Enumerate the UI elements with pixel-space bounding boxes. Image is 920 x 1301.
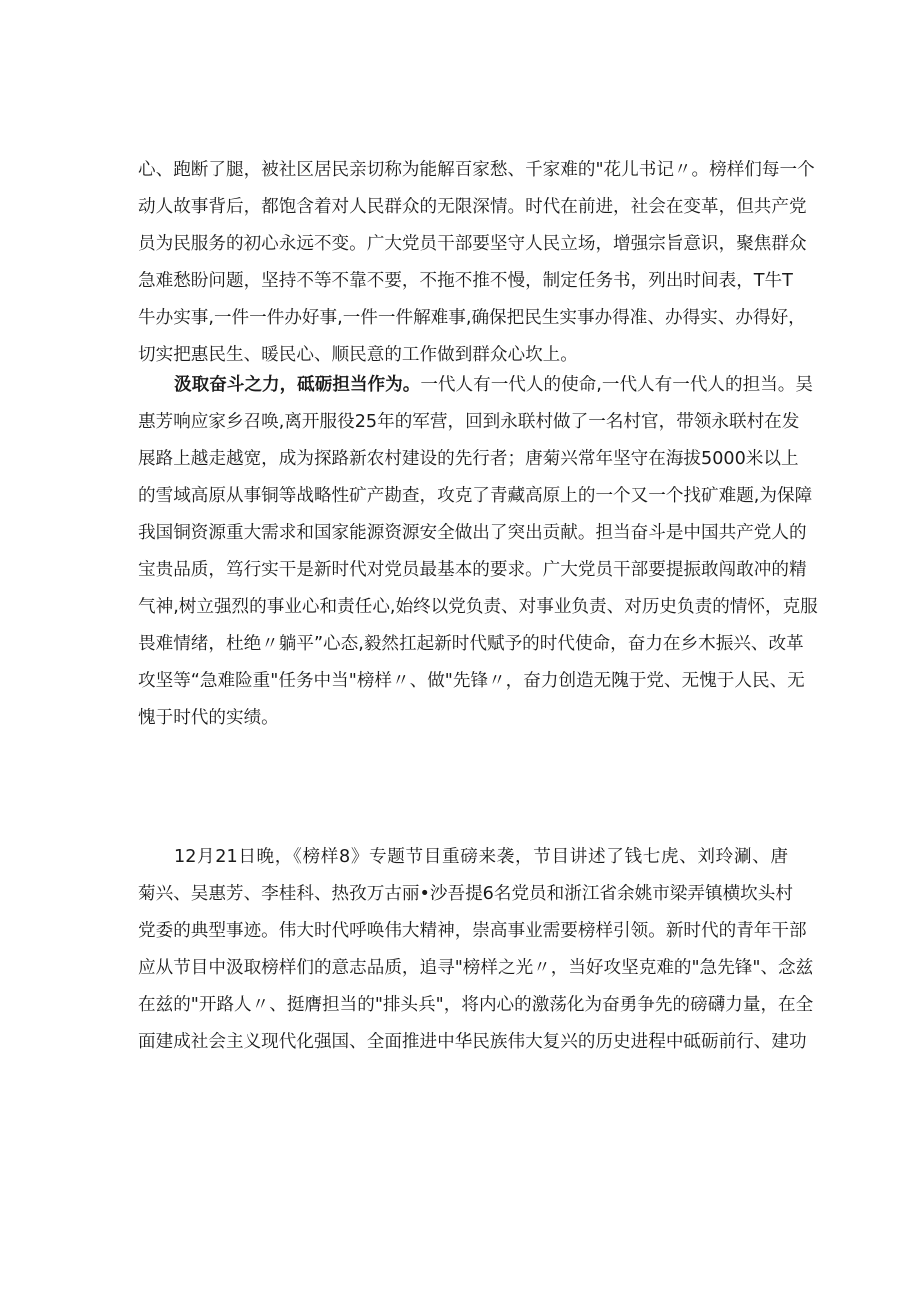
paragraph-1-line-1: 心、跑断了腿，被社区居民亲切称为能解百家愁、千家难的"花儿书记〃。榜样们每一个 — [138, 160, 815, 180]
paragraph-1-line-6: 切实把惠民生、暖民心、顺民意的工作做到群众心坎上。 — [138, 345, 578, 365]
paragraph-3 — [138, 839, 814, 1061]
paragraph-2-line-5: 我国铜资源重大需求和国家能源资源安全做出了突出贡献。担当奋斗是中国共产党人的 — [138, 523, 807, 543]
paragraph-2 — [138, 367, 818, 737]
paragraph-2-line-6: 宝贵品质，笃行实干是新时代对党员最基本的要求。广大党员干部要提振敢闯敢冲的精 — [138, 560, 807, 580]
paragraph-3-line-5: 在兹的"开路人〃、挺膺担当的"排头兵"，将内心的激荡化为奋勇争先的磅礴力量，在全 — [138, 995, 814, 1015]
paragraph-3-line-1: 12月21日晚，《榜样8》专题节目重磅来袭，节目讲述了钱七虎、刘玲涮、唐 — [174, 847, 788, 867]
paragraph-3-line-6: 面建成社会主义现代化强国、全面推进中华民族伟大复兴的历史进程中砥砺前行、建功 — [138, 1032, 807, 1052]
paragraph-1-line-2: 动人故事背后，都饱含着对人民群众的无限深情。时代在前进，社会在变革，但共产党 — [138, 197, 807, 217]
paragraph-2-line-4: 的雪域高原从事铜等战略性矿产勘查，攻克了青藏高原上的一个又一个找矿难题,为保障 — [138, 486, 813, 506]
paragraph-2-line-10: 愧于时代的实绩。 — [138, 708, 279, 728]
paragraph-2-first-line-rest: 一代人有一代人的使命,一代人有一代人的担当。吴 — [420, 375, 813, 395]
paragraph-2-lead-sentence: 汲取奋斗之力，砥砺担当作为。 — [174, 375, 421, 395]
paragraph-3-line-3: 党委的典型事迹。伟大时代呼唤伟大精神，崇高事业需要榜样引领。新时代的青年干部 — [138, 921, 807, 941]
paragraph-1-line-3: 员为民服务的初心永远不变。广大党员干部要坚守人民立场，增强宗旨意识，聚焦群众 — [138, 234, 807, 254]
paragraph-2-line-1 — [138, 367, 813, 404]
paragraph-3-line-4: 应从节目中汲取榜样们的意志品质，追寻"榜样之光〃，当好攻坚克难的"急先锋"、念兹 — [138, 958, 814, 978]
paragraph-2-line-8: 畏难情绪，杜绝〃躺平”心态,毅然扛起新时代赋予的时代使命，奋力在乡木振兴、改革 — [138, 634, 804, 654]
paragraph-2-line-2: 惠芳响应家乡召唤,离开服役25年的军营，回到永联村做了一名村官，带领永联村在发 — [138, 412, 800, 432]
paragraph-1 — [138, 152, 815, 374]
paragraph-1-line-4: 急难愁盼问题，坚持不等不靠不要，不拖不推不慢，制定任务书，列出时间表，T牛T — [138, 271, 793, 291]
paragraph-2-line-3: 展路上越走越宽，成为探路新农村建设的先行者；唐菊兴常年坚守在海拔5000米以上 — [138, 449, 799, 469]
paragraph-2-line-9: 攻坚等“急难险重"任务中当"榜样〃、做"先锋〃，奋力创造无隗于党、无愧于人民、无 — [138, 671, 805, 691]
paragraph-1-line-5: 牛办实事,一件一件办好事,一件一件解难事,确保把民生实事办得准、办得实、办得好， — [138, 308, 806, 328]
paragraph-3-line-2: 菊兴、吴惠芳、李桂科、热孜万古丽•沙吾提6名党员和浙江省余姚市梁弄镇横坎头村 — [138, 884, 793, 904]
paragraph-2-line-7: 气神,树立强烈的事业心和责任心,始终以党负责、对事业负责、对历史负责的情怀，克服 — [138, 597, 818, 617]
